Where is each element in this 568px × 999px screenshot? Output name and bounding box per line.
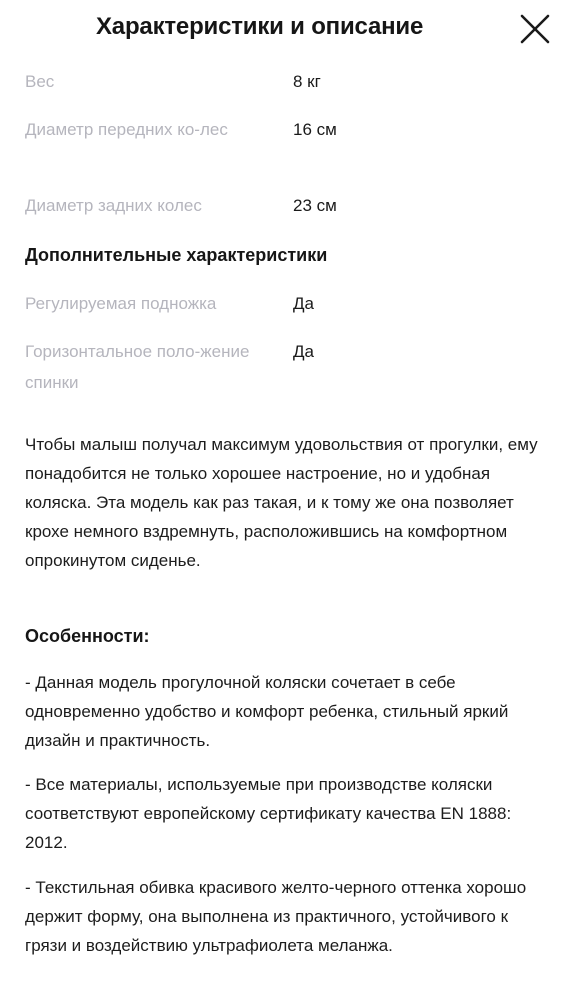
spec-value: 16 см: [293, 120, 337, 139]
spec-label: Диаметр задних колес: [25, 196, 202, 215]
additional-specs-title: Дополнительные характеристики: [25, 245, 328, 265]
spec-label: Диаметр передних ко-лес: [25, 120, 228, 139]
header: [0, 0, 568, 56]
features-title: Особенности:: [25, 626, 150, 646]
description-text: Чтобы малыш получал максимум удовольствия от прогулки, ему понадобится не только хорошее настроение, но и удобная коляска. Эта модель как раз такая, и к тому же она позволяет крохе немного вздремнуть, расположившись на комфортном опрокинутом сиденье.: [25, 435, 538, 570]
spec-row-backrest: [25, 336, 555, 398]
feature-item: - Все материалы, используемые при производстве коляски соответствуют европейскому сертификату качества EN 1888: 2012.: [25, 775, 512, 852]
feature-item: - Данная модель прогулочной коляски сочетает в себе одновременно удобство и комфорт ребенка, стильный яркий дизайн и практичность.: [25, 673, 509, 750]
close-icon: [518, 12, 552, 46]
spec-value: 8 кг: [293, 72, 321, 91]
spec-label: Регулируемая подножка: [25, 294, 217, 313]
spec-label: Горизонтальное поло-жение спинки: [25, 342, 250, 392]
spec-row-footrest: [25, 288, 555, 322]
feature-item: - Текстильная обивка красивого желто-черного оттенка хорошо держит форму, она выполнена из практичного, устойчивого к грязи и воздействию ультрафиолета меланжа.: [25, 878, 527, 955]
spec-label: Вес: [25, 72, 55, 91]
spec-row-front-wheels: [25, 114, 555, 176]
spec-value: Да: [293, 342, 314, 361]
spec-row-weight: [25, 66, 555, 100]
spec-row-rear-wheels: [25, 190, 555, 224]
spec-value: Да: [293, 294, 314, 313]
spec-value: 23 см: [293, 196, 337, 215]
page-title: Характеристики и описание: [96, 13, 424, 40]
close-button[interactable]: [518, 12, 552, 46]
